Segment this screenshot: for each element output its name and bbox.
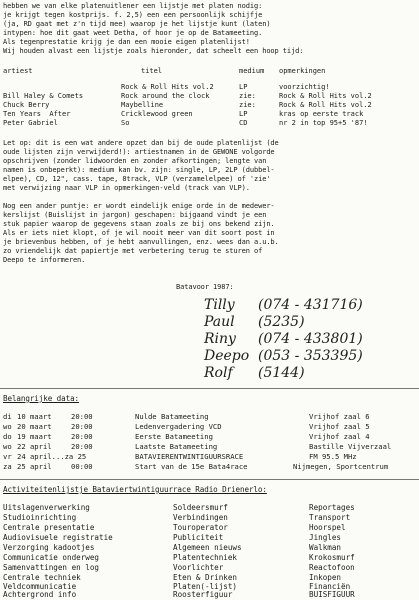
column-header-medium: medium	[239, 67, 265, 75]
activity-item: Krokosmurf	[309, 553, 355, 562]
handwritten-name: Riny	[204, 331, 236, 347]
table-row	[3, 119, 415, 128]
section-divider	[0, 479, 419, 480]
day: za	[3, 462, 12, 471]
schedule-row	[3, 462, 415, 471]
cell-titel: Rock & Roll Hits vol.2	[121, 83, 214, 91]
dates-heading: Belangrijke data:	[3, 395, 80, 403]
activity-row	[3, 553, 415, 563]
cell-titel: So	[121, 119, 130, 127]
activity-item: Jingles	[309, 533, 342, 542]
activities-heading: Activiteitenlijstje Bataviertwintiguurrace Radio Drienerlo:	[3, 486, 267, 494]
cell-opmerkingen: Rock & Roll Hits vol.2	[279, 92, 372, 100]
activity-item: Reportages	[309, 503, 355, 512]
activity-row	[3, 513, 415, 523]
activity-item: Algemeen nieuws	[173, 543, 242, 552]
handwritten-phone: (5144)	[258, 365, 305, 381]
event: Laatste Batameeting	[135, 442, 218, 451]
activity-row	[3, 503, 415, 513]
location: FM 95.5 MHz	[309, 452, 357, 461]
column-header-opmerkingen: opmerkingen	[279, 67, 326, 75]
activity-row	[3, 563, 415, 573]
activity-item: Centrale presentatie	[3, 523, 95, 532]
time: 20:00	[71, 412, 93, 421]
notes-line: met verwijzing naar VLP in opmerkingen-veld (track van VLP).	[3, 184, 250, 192]
time: 00:00	[71, 462, 93, 471]
location: Vrijhof zaal 5	[309, 422, 370, 431]
activity-item: Samenvattingen en log	[3, 563, 100, 572]
location: Vrijhof zaal 4	[309, 432, 370, 441]
intro-line: (ja, RD gaat met z'n tijd mee) waarop je het lijstje kunt (laten)	[3, 20, 271, 28]
activity-row	[3, 533, 415, 543]
column-header-titel: titel	[141, 67, 163, 75]
notes-line: stuk papier waarop de gegevens staan zoals ze bij ons bekend zijn.	[3, 220, 275, 228]
activity-item: Financiën	[309, 582, 351, 591]
handwritten-name: Paul	[204, 314, 235, 330]
intro-line: intypen: hoe dit gaat weet Detha, of hoor je op de Batameeting.	[3, 29, 263, 37]
date: 19 maart	[17, 432, 52, 441]
activity-item: Publiciteit	[173, 533, 224, 542]
activity-item: Uitslagenverwerking	[3, 503, 90, 512]
location: Nijmegen, Sportcentrum	[293, 462, 389, 471]
schedule-row	[3, 452, 415, 461]
event: Nulde Batameeting	[135, 412, 209, 421]
activity-item: Verzorging kadootjes	[3, 543, 95, 552]
event: Eerste Batameeting	[135, 432, 213, 441]
activity-item: Platentechniek	[173, 553, 238, 562]
cell-artiest: Peter Gabriel	[3, 119, 58, 127]
cell-medium: LP	[239, 83, 248, 91]
day: vr	[3, 452, 12, 461]
cell-medium: CD	[239, 119, 248, 127]
activity-item: Inkopen	[309, 573, 342, 582]
notes-line: Nog een ander puntje: er wordt eindelijk enige orde in de medewer-	[3, 202, 275, 210]
cell-titel: Rock around the clock	[121, 92, 210, 100]
activity-item: Platen(-lijst)	[173, 582, 238, 591]
notes-line: je brievenbus hebben, of je hebt aanvullingen, enz. wees dan a.u.b.	[3, 238, 279, 246]
notes-line: elpee), CD, 12", cass. tape, 8track, VLP (verzamelelpee) of 'zie'	[3, 175, 271, 183]
date: 24 april...za 25	[17, 452, 87, 461]
activity-item: BUISFIGUUR	[309, 590, 355, 599]
activity-item: Reactofoon	[309, 563, 355, 572]
activity-item: Touroperator	[173, 523, 228, 532]
handwritten-phone: (053 - 353395)	[258, 348, 363, 364]
activity-item: Communicatie onderweg	[3, 553, 100, 562]
cell-medium: zie:	[239, 92, 256, 100]
table-row	[3, 101, 415, 110]
date: 20 maart	[17, 422, 52, 431]
cell-opmerkingen: nr 2 in top 95+5 '87!	[279, 119, 368, 127]
intro-line: hebben we van elke platenuitlener een lijstje met platen nodig:	[3, 2, 263, 10]
table-row	[3, 110, 415, 119]
activity-item: Soldeersmurf	[173, 503, 228, 512]
cell-titel: Maybelline	[121, 101, 164, 109]
intro-line: Als tegenprestatie krijg je dan een mooie eigen platenlijst!	[3, 38, 250, 46]
cell-artiest: Chuck Berry	[3, 101, 50, 109]
date: 22 april	[17, 442, 52, 451]
notes-line: opschrijven (zonder lidwoorden en zonder afkortingen; lengte van	[3, 157, 267, 165]
notes-line: oude lijsten zijn verwijderd!): artiestnamen in de GEWONE volgorde	[3, 148, 275, 156]
table-row	[3, 83, 415, 92]
day: wo	[3, 422, 12, 431]
handwritten-phone: (074 - 431716)	[258, 297, 363, 313]
day: di	[3, 412, 12, 421]
cell-artiest: Ten Years After	[3, 110, 71, 118]
schedule-row	[3, 422, 415, 431]
cell-artiest: Bill Haley & Comets	[3, 92, 84, 100]
event: Start van de 15e Bata4race	[135, 462, 248, 471]
activity-item: Veldcommunicatie	[3, 582, 77, 591]
cell-opmerkingen: Rock & Roll Hits vol.2	[279, 101, 372, 109]
time: 20:00	[71, 432, 93, 441]
notes-line: kerslijst (Buislijst in jargon) geschapen: bijgaand vindt je een	[3, 211, 267, 219]
cell-medium: LP	[239, 110, 248, 118]
activity-item: Achtergrond info	[3, 590, 77, 599]
cell-titel: Cricklewood green	[121, 110, 193, 118]
activity-item: Roosterfiguur	[173, 590, 233, 599]
location: Vrijhof zaal 6	[309, 412, 370, 421]
location: Bastille Vijverzaal	[309, 442, 392, 451]
date: 10 maart	[17, 412, 52, 421]
schedule-row	[3, 442, 415, 451]
notes-line: namen is onbeperkt): medium kan bv. zijn: single, LP, 2LP (dubbel-	[3, 166, 275, 174]
activity-item: Hoorspel	[309, 523, 346, 532]
cell-opmerkingen: voorzichtig!	[279, 83, 330, 91]
table-row	[3, 92, 415, 101]
date: 25 april	[17, 462, 52, 471]
time: 20:00	[71, 442, 93, 451]
time: 20:00	[71, 422, 93, 431]
activity-item: Voorlichter	[173, 563, 224, 572]
section-divider	[0, 388, 419, 389]
intro-line: je krijgt tegen kostprijs. f. 2,5) een een persoonlijk schijfje	[3, 11, 263, 19]
handwritten-name: Deepo	[204, 348, 250, 364]
schedule-row	[3, 412, 415, 421]
activity-item: Transport	[309, 513, 351, 522]
cell-medium: zie:	[239, 101, 256, 109]
day: do	[3, 432, 12, 441]
batavoor-label: Batavoor 1987:	[176, 283, 234, 291]
table-header-row	[3, 67, 415, 76]
event: BATAVIERENTWINTIGUURSRACE	[135, 452, 244, 461]
event: Ledenvergadering VCD	[135, 422, 222, 431]
activity-item: Walkman	[309, 543, 342, 552]
cell-opmerkingen: kras op eerste track	[279, 110, 364, 118]
activity-item: Centrale techniek	[3, 573, 81, 582]
handwritten-name: Rolf	[204, 365, 233, 381]
column-header-artiest: artiest	[3, 67, 33, 75]
notes-line: zo vriendelijk dat papiertje met verbetering terug te sturen of	[3, 247, 263, 255]
schedule-row	[3, 432, 415, 441]
activity-row	[3, 543, 415, 553]
activity-row	[3, 523, 415, 533]
handwritten-name: Tilly	[204, 297, 235, 313]
activity-item: Audiovisuele registratie	[3, 533, 113, 542]
notes-line: Deepo te informeren.	[3, 256, 86, 264]
handwritten-phone: (074 - 433801)	[258, 331, 363, 347]
handwritten-phone: (5235)	[258, 314, 305, 330]
activity-item: Verbindingen	[173, 513, 228, 522]
notes-line: Let op: dit is een wat andere opzet dan bij de oude platenlijst (de	[3, 139, 279, 147]
activity-item: Studioinrichting	[3, 513, 77, 522]
intro-line: Wij houden alvast een lijstje zoals hieronder, dat scheelt een hoop tijd:	[3, 47, 304, 55]
notes-line: Als er iets niet klopt, of je wil nooit meer van dit soort post in	[3, 229, 275, 237]
activity-item: Eten & Drinken	[173, 573, 238, 582]
day: wo	[3, 442, 12, 451]
activity-row	[3, 590, 415, 600]
